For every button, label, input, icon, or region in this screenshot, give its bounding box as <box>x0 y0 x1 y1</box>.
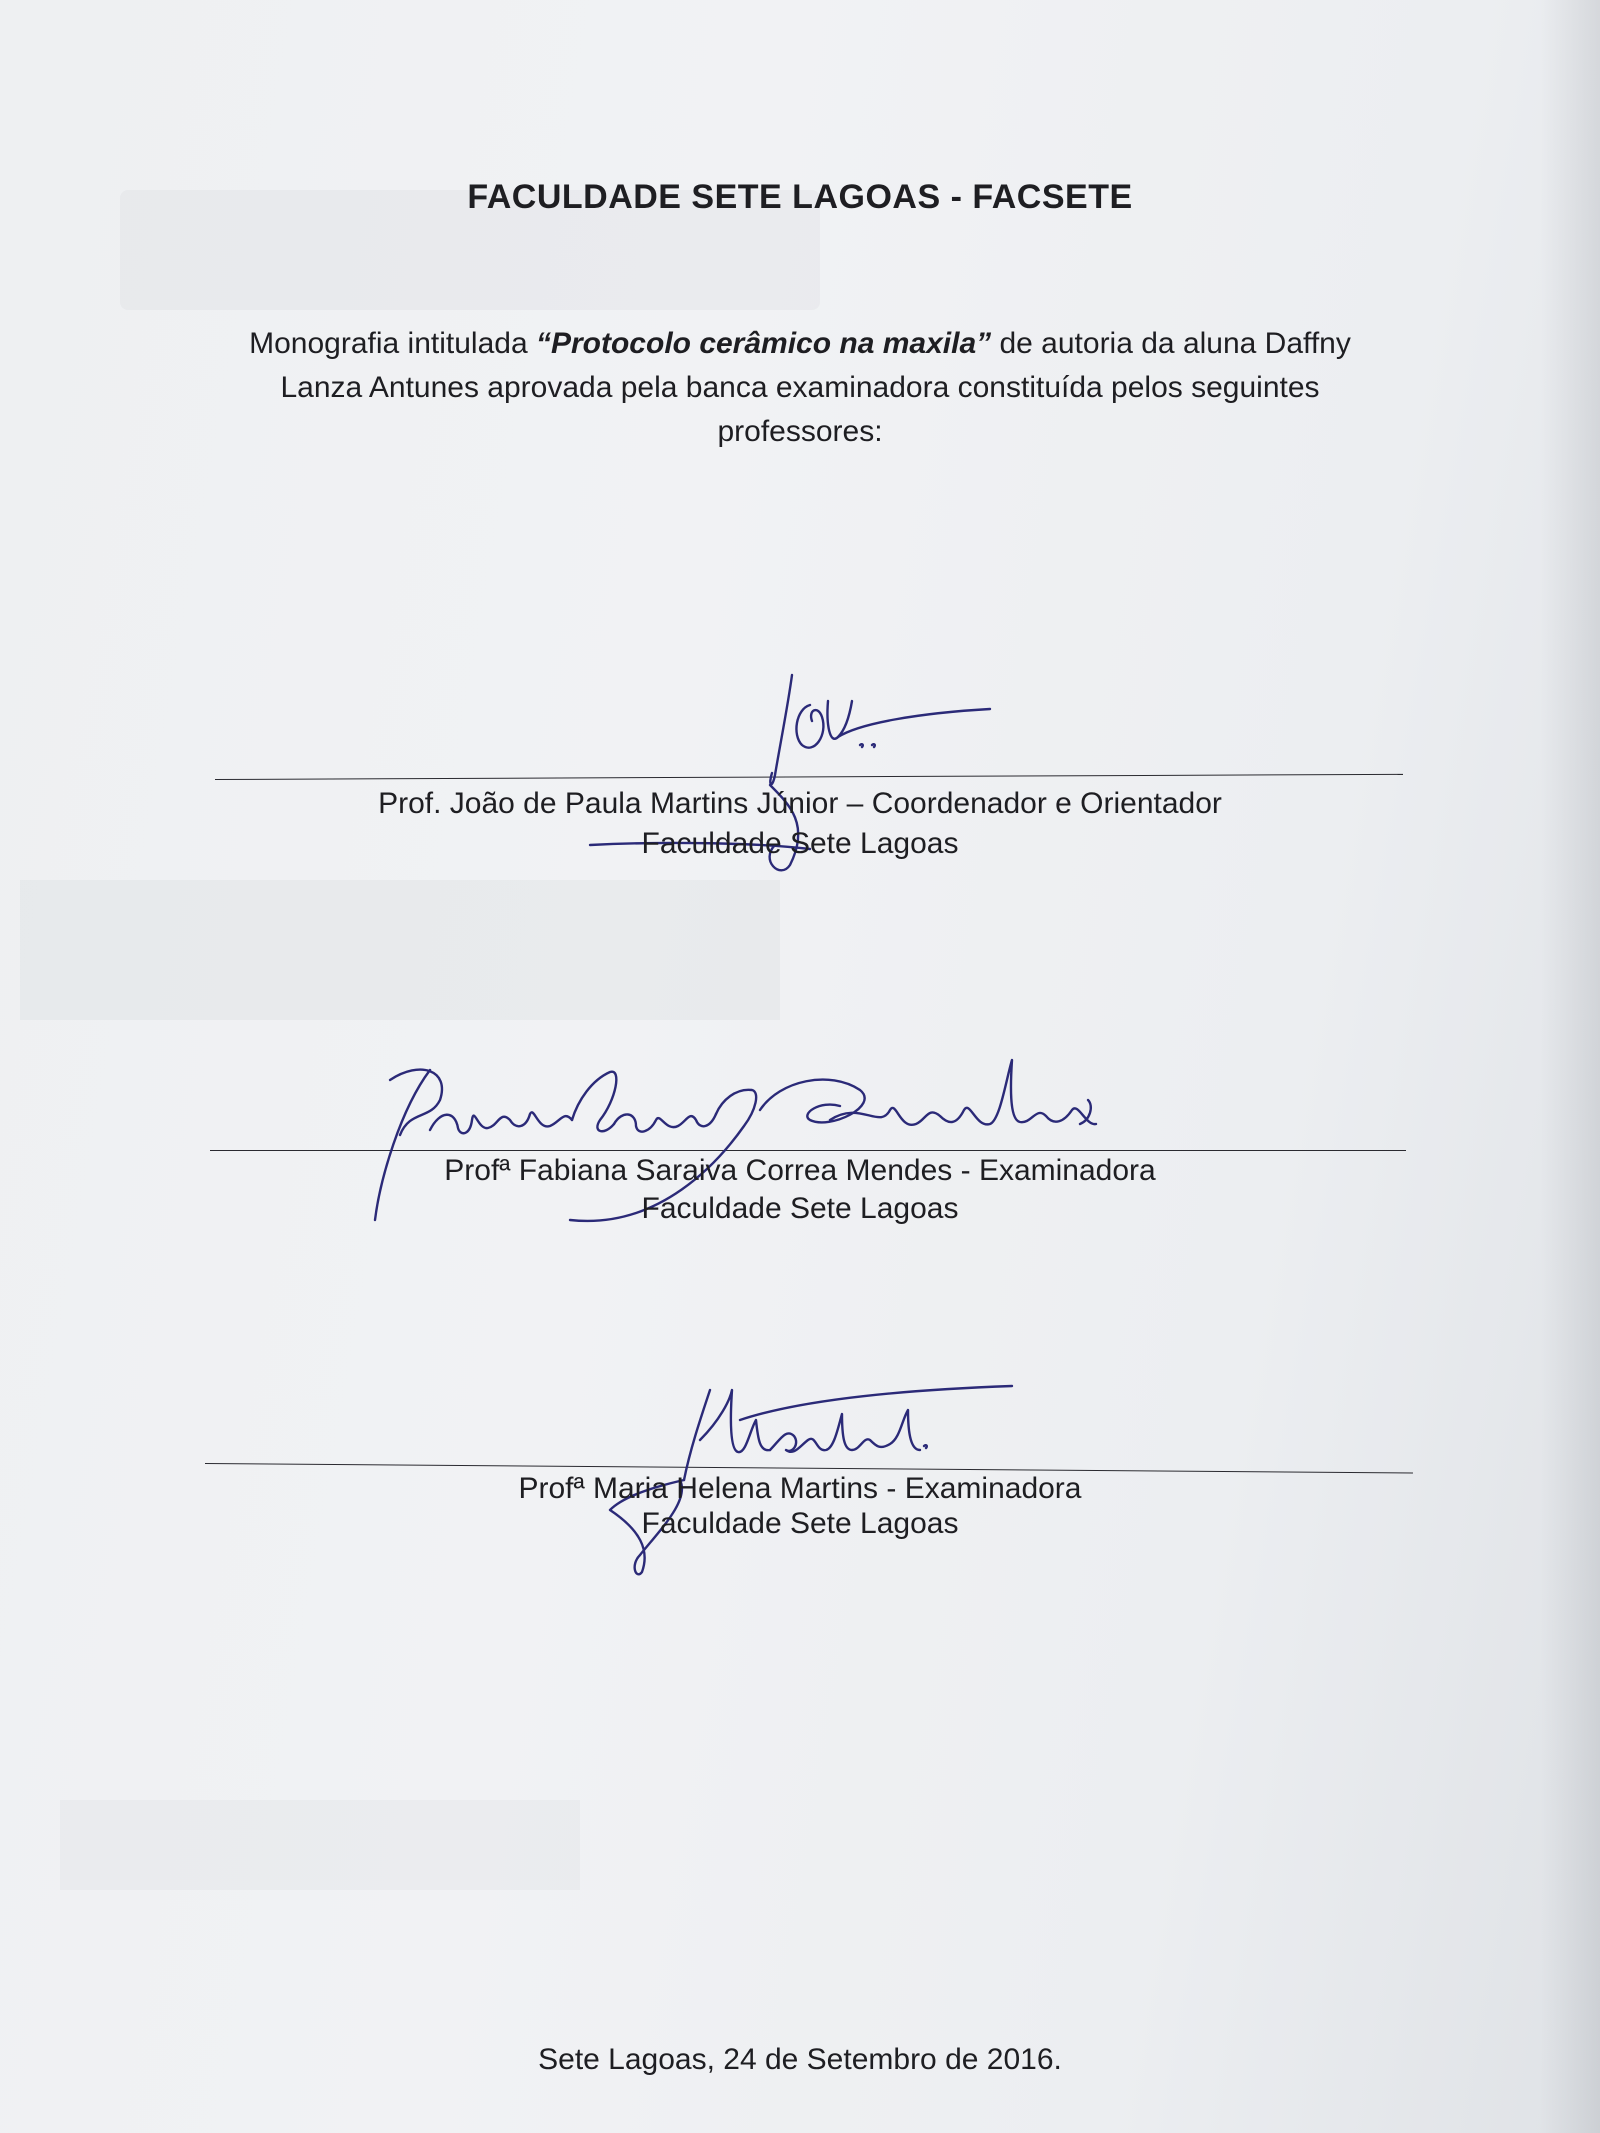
approval-statement <box>230 322 1370 454</box>
signatory-2-name-role: Profª Fabiana Saraiva Correa Mendes - Examinadora <box>444 1154 1156 1187</box>
signatory-3-name-role: Profª Maria Helena Martins - Examinadora <box>518 1472 1082 1505</box>
bleed-through-block-2 <box>20 880 780 1020</box>
thesis-title: “Protocolo cerâmico na maxila” <box>535 327 992 360</box>
signatory-2-affiliation: Faculdade Sete Lagoas <box>641 1192 959 1225</box>
intro-suffix: de autoria da aluna Daffny Lanza Antunes aprovada pela banca examinadora constituída pelos seguintes professores: <box>280 327 1351 448</box>
signatory-1-name-role: Prof. João de Paula Martins Júnior – Coordenador e Orientador <box>378 787 1222 820</box>
signatory-1-affiliation: Faculdade Sete Lagoas <box>641 827 959 860</box>
signatory-3-affiliation: Faculdade Sete Lagoas <box>641 1507 959 1540</box>
bleed-through-block-3 <box>60 1800 580 1890</box>
intro-prefix: Monografia intitulada <box>249 327 536 360</box>
page-edge-shadow <box>1540 0 1600 2133</box>
place-and-date: Sete Lagoas, 24 de Setembro de 2016. <box>538 2043 1062 2076</box>
institution-title: FACULDADE SETE LAGOAS - FACSETE <box>467 178 1133 216</box>
